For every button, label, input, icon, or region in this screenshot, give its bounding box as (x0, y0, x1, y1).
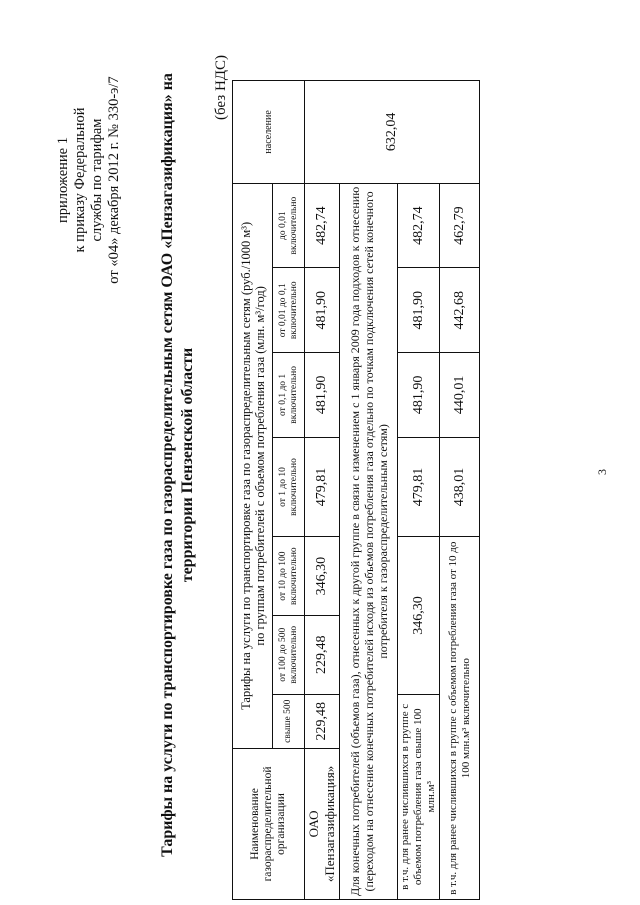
group-header: от 1 до 10 включительно (273, 437, 305, 537)
page-number: 3 (595, 469, 609, 475)
group-header: от 0,01 до 0,1 включительно (273, 268, 305, 353)
tariff-cell: 479,81 (398, 437, 440, 537)
tariff-cell: 346,30 (305, 537, 340, 616)
tariff-cell: 440,01 (440, 353, 480, 438)
tariff-cell: 482,74 (398, 183, 440, 268)
population-tariff: 632,04 (305, 81, 480, 184)
header-tariffs (233, 183, 273, 748)
annex-line-1: приложение 1 (55, 137, 71, 223)
title-line-2: территории Пензенской области (179, 347, 196, 583)
tariff-cell: 438,01 (440, 437, 480, 537)
vat-note: (без НДС) (213, 54, 229, 120)
tariff-cell: 481,90 (305, 353, 340, 438)
annex-line-2: к приказу Федеральной (72, 107, 88, 253)
group-header: от 10 до 100 включительно (273, 537, 305, 616)
annex-line-4: от «04» декабря 2012 г. № 330-э/7 (106, 76, 122, 284)
tariff-cell: 479,81 (305, 437, 340, 537)
tariff-cell: 481,90 (398, 353, 440, 438)
group-header: от 0,1 до 1 включительно (273, 353, 305, 438)
header-tariffs-line-1: Тарифы на услуги по транспортировке газа по газораспределительным сетям (руб./1000 м³) (238, 221, 253, 710)
group-header: до 0,01 включительно (273, 183, 305, 268)
group-header: свыше 500 (273, 694, 305, 748)
tariff-cell: 346,30 (398, 537, 440, 694)
tariff-cell: 229,48 (305, 694, 340, 748)
tariff-cell: 482,74 (305, 183, 340, 268)
annex-header (55, 55, 123, 305)
tariff-cell: 481,90 (398, 268, 440, 353)
header-population: население (233, 81, 305, 184)
tariff-cell: 462,79 (440, 183, 480, 268)
tariff-table (232, 80, 480, 900)
document-title (158, 45, 198, 885)
regrouping-note: Для конечных потребителей (объемов газа), отнесенных к другой группе в связи с изменением с 1 января 2009 года подходов к отнесению (переходом на отнесение конечных потребителей исходя из объемов потребления газа отдельно по точкам подключения сетей конечного потребителя к газораспределительным сетям) (340, 183, 398, 899)
sub-row-label: в т.ч. для ранее числившихся в группе с объемом потребления газа свыше 100 млн.м³ (398, 694, 440, 899)
group-header: от 100 до 500 включительно (273, 615, 305, 694)
tariff-cell: 229,48 (305, 615, 340, 694)
header-tariffs-line-2: по группам потребителей с объемом потребления газа (млн. м³/год) (252, 286, 267, 646)
tariff-cell: 481,90 (305, 268, 340, 353)
annex-line-3: службы по тарифам (89, 118, 105, 242)
organization-name: ОАО «Пензагазификация» (305, 748, 340, 899)
header-organization: Наименование газораспределительной организации (233, 748, 305, 899)
title-line-1: Тарифы на услуги по транспортировке газа по газораспределительным сетям ОАО «Пензагазификация» на (159, 73, 176, 857)
sub-row-label: в т.ч. для ранее числившихся в группе с объемом потребления газа от 10 до 100 млн.м³ включительно (440, 537, 480, 900)
tariff-cell: 442,68 (440, 268, 480, 353)
